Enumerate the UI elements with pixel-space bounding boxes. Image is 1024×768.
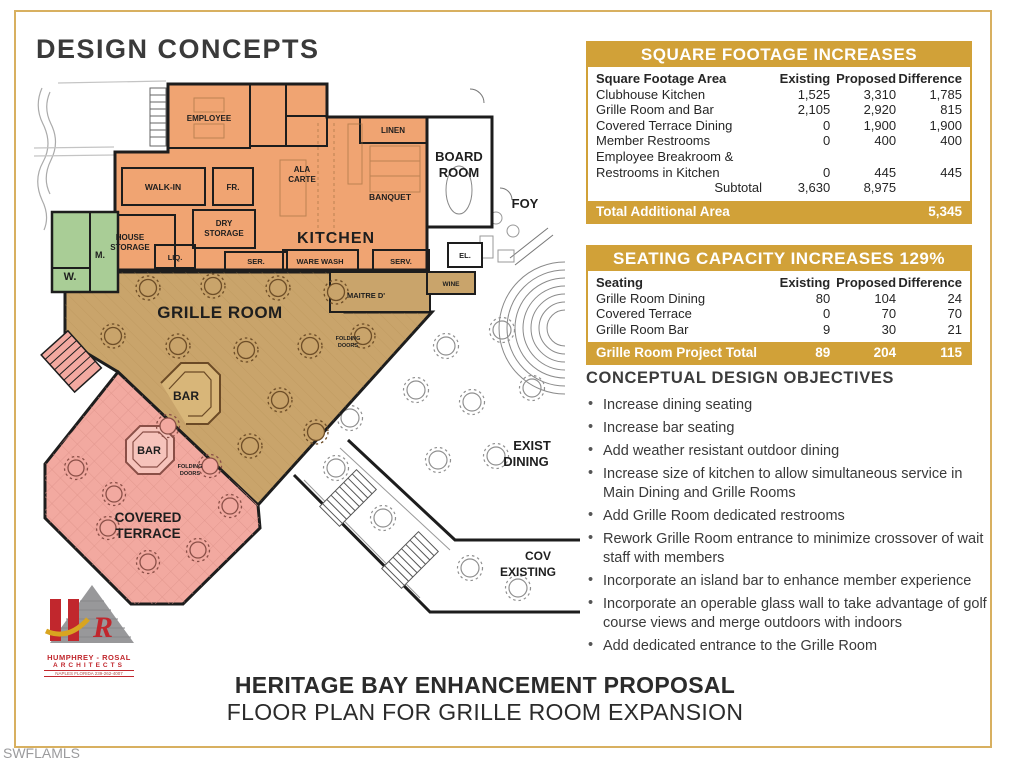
label-folding1b: FOLDING (177, 464, 203, 470)
room-label-warewash: WARE WASH (296, 257, 344, 266)
room-label-serv: SERV. (390, 257, 412, 266)
room-label-dry1: DRY (215, 219, 233, 228)
objective-item: • Increase size of kitchen to allow simultaneous service in Main Dining and Grille Rooms (588, 465, 963, 501)
seating-capacity-title: SEATING CAPACITY INCREASES 129% (588, 247, 970, 273)
architect-profession: ARCHITECTS (53, 662, 125, 669)
room-label-bar2: BAR (137, 445, 161, 457)
page-title: DESIGN CONCEPTS (36, 34, 320, 64)
seating-capacity-table (588, 273, 970, 340)
project-total-bar: Grille Room Project Total 89 204 115 (588, 340, 970, 363)
label-exist1: EXIST (513, 438, 551, 453)
room-label-fr: FR. (226, 183, 240, 192)
table-row: Clubhouse Kitchen 1,525 3,310 1,785 (596, 86, 962, 102)
table-row: Grille Room Dining 80 104 24 (596, 290, 962, 306)
table-row: Covered Terrace Dining 0 1,900 1,900 (596, 117, 962, 133)
total-additional-area-bar: Total Additional Area 5,345 (588, 199, 970, 222)
room-label-covered2: TERRACE (115, 526, 181, 541)
room-label-banquet: BANQUET (368, 192, 412, 202)
architect-logo-mark (30, 583, 148, 647)
design-objectives-section (586, 369, 990, 660)
bullet-icon: • (588, 442, 594, 458)
seating-capacity-panel (586, 245, 972, 365)
architect-logo (30, 583, 148, 677)
room-label-board2: ROOM (438, 165, 480, 180)
label-folding2b: DOORS (179, 471, 201, 477)
table-row: Covered Terrace 0 70 70 (596, 306, 962, 322)
room-label-house2: STORAGE (110, 243, 150, 252)
objective-item: • Incorporate an island bar to enhance member experience (588, 572, 972, 589)
room-label-employee: EMPLOYEE (186, 114, 232, 123)
room-label-board1: BOARD (435, 149, 483, 164)
room-label-ala1: ALA (293, 165, 311, 174)
label-exist2: DINING (503, 454, 549, 469)
room-label-el: EL. (459, 251, 471, 260)
objective-item: • Increase dining seating (588, 396, 753, 413)
objective-item: • Add dedicated entrance to the Grille Room (588, 637, 878, 654)
room-label-covered1: COVERED (114, 510, 182, 525)
bullet-icon: • (588, 595, 594, 611)
room-label-wine: WINE (442, 281, 460, 288)
room-label-grille: GRILLE ROOM (157, 303, 283, 322)
table-row: Member Restrooms 0 400 400 (596, 133, 962, 149)
room-label-house1: HOUSE (115, 233, 145, 242)
table-row: Grille Room Bar 9 30 21 (596, 321, 962, 337)
bullet-icon: • (588, 530, 594, 546)
architect-address: NAPLES FLORIDA 239-262-4007 (44, 670, 134, 677)
objective-item: • Incorporate an operable glass wall to take advantage of golf course views and merge outdoors with indoors (588, 595, 987, 631)
table-row-subtotal: Subtotal 3,630 8,975 (714, 180, 897, 196)
proposal-subtitle: FLOOR PLAN FOR GRILLE ROOM EXPANSION (226, 699, 744, 725)
square-footage-panel (586, 41, 972, 224)
proposal-footer (0, 672, 970, 726)
table-row: Employee Breakroom & (596, 148, 734, 164)
room-label-liq: LIQ. (167, 253, 183, 262)
objective-item: • Rework Grille Room entrance to minimize crossover of wait staff with members (588, 530, 984, 566)
room-label-m: M. (95, 250, 105, 260)
service-stair (150, 88, 166, 146)
room-label-ser: SER. (247, 257, 265, 266)
bullet-icon: • (588, 572, 594, 588)
objective-item: • Add Grille Room dedicated restrooms (588, 507, 845, 524)
bullet-icon: • (588, 507, 594, 523)
square-footage-title: SQUARE FOOTAGE INCREASES (588, 43, 970, 69)
bullet-icon: • (588, 419, 594, 435)
bullet-icon: • (588, 396, 594, 412)
watermark-swflamls: SWFLAMLS (3, 745, 81, 761)
board-room (427, 117, 492, 267)
table-header-row: Square Footage Area Existing Proposed Difference (596, 71, 962, 86)
restrooms-area (52, 212, 118, 292)
label-cov: COV (524, 549, 552, 563)
label-folding2a: DOORS (337, 343, 359, 349)
room-label-w: W. (63, 271, 77, 283)
bullet-icon: • (588, 637, 594, 653)
label-folding1a: FOLDING (335, 336, 361, 342)
architect-name: HUMPHREY - ROSAL (47, 653, 131, 662)
room-label-dry2: STORAGE (204, 229, 244, 238)
objective-item: • Increase bar seating (588, 419, 735, 436)
label-existing: EXISTING (499, 565, 557, 579)
proposal-title: HERITAGE BAY ENHANCEMENT PROPOSAL (234, 672, 736, 698)
table-row: Grille Room and Bar 2,105 2,920 815 (596, 102, 962, 118)
room-label-maitre: MAITRE D' (346, 291, 386, 300)
room-label-kitchen: KITCHEN (296, 230, 376, 247)
room-label-linen: LINEN (381, 126, 405, 135)
objectives-title: CONCEPTUAL DESIGN OBJECTIVES (586, 369, 895, 387)
square-footage-table (588, 69, 970, 199)
bullet-icon: • (588, 465, 594, 481)
room-label-bar1: BAR (173, 389, 199, 403)
room-label-walkin: WALK-IN (144, 182, 182, 192)
floor-plan (18, 28, 583, 673)
table-header-row: Seating Existing Proposed Difference (596, 275, 962, 290)
objective-item: • Add weather resistant outdoor dining (588, 442, 840, 459)
svg-text:R: R (93, 611, 114, 644)
table-row: Restrooms in Kitchen 0 445 445 (596, 164, 962, 180)
room-label-foy: FOY (511, 196, 539, 211)
room-label-ala2: CARTE (288, 175, 316, 184)
